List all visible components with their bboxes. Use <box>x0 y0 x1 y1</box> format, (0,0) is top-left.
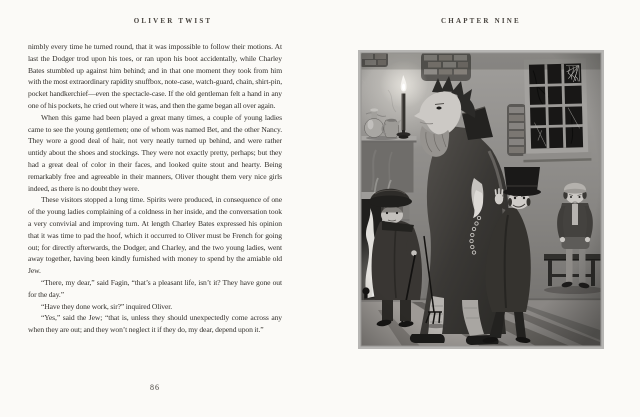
page-number: 86 <box>150 383 160 392</box>
paragraph: “There, my dear,” said Fagin, “that’s a pleasant life, isn’t it? They have gone out for the day.” <box>28 277 282 299</box>
chapter-illustration <box>358 50 604 349</box>
paragraph: These visitors stopped a long time. Spirits were produced, in consequence of one of the young ladies complaining of a coldness in her inside, and the conversation took a very convivial and improving turn. At length Charley Bates expressed his opinion that it was time to pad the hoof, which it occurred to Oliver must be French for going out; for directly afterwards, the Dodger, and Charley, and the two young ladies, went away together, having been kindly furnished with money to spend by the amiable old Jew. <box>28 195 282 276</box>
paragraph: nimbly every time he turned round, that it was impossible to follow their motions. At last the Dodger trod upon his toes, or ran upon his boot accidentally, while Charley Bates stumbled up against him behind; and in that one moment they took from him with the most extraordinary rapidity snuffbox, note-case, watch-guard, chain, shirt-pin, pocket handkerchief—even the spectacle-case. If the old gentleman felt a hand in any one of his pockets, he cried out where it was, and then the game began all over again. <box>28 42 282 110</box>
running-header-right: CHAPTER NINE <box>441 17 521 25</box>
vignette <box>362 54 601 346</box>
paragraph: “Have they done work, sir?” inquired Oliver. <box>41 301 173 311</box>
body-text <box>28 41 282 336</box>
paragraph: When this game had been played a great many times, a couple of young ladies came to see the young gentlemen; one of whom was named Bet, and the other Nancy. They wore a good deal of hair, not very neatly turned up behind, and were rather untidy about the shoes and stockings. They were not exactly pretty, perhaps; but they had a great deal of color in their faces, and looked quite stout and hearty. Being remarkably free and agreeable in their manners, Oliver thought them very nice girls indeed, as there is no doubt they were. <box>28 112 282 193</box>
running-header-left: OLIVER TWIST <box>133 17 213 25</box>
paragraph: “Yes,” said the Jew; “that is, unless they should unexpectedly come across any when they are out; and they won’t neglect it if they do, my dear, depend upon it.” <box>28 313 282 335</box>
